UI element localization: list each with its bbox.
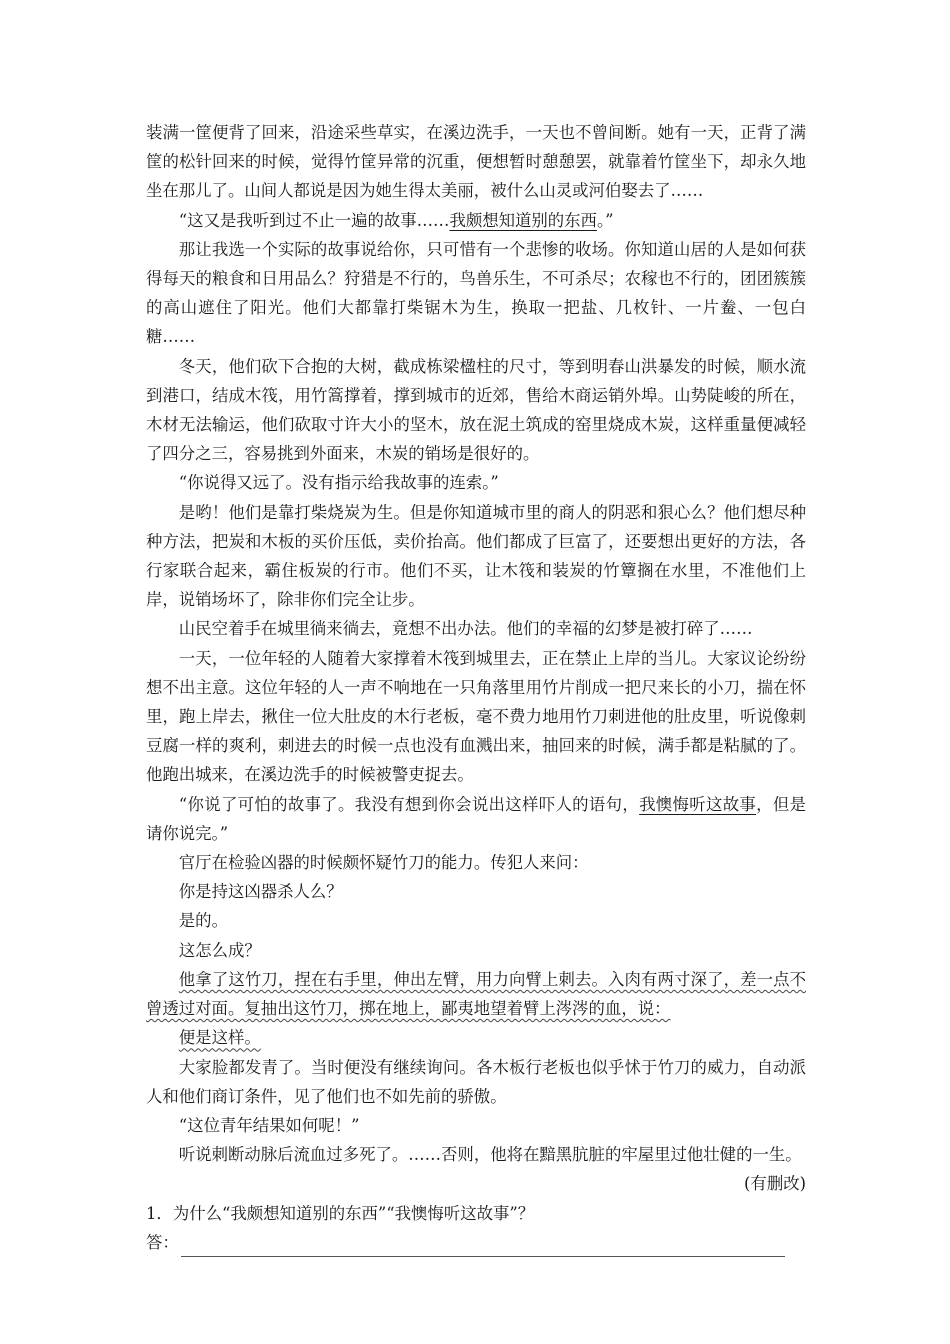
- answer-row: [146, 1228, 806, 1257]
- article-body: [146, 118, 806, 1257]
- wavy-underlined-passage: 他拿了这竹刀，捏在右手里，伸出左臂，用力向臂上刺去。入肉有两寸深了，差一点不曾透过对面。复抽出这竹刀，掷在地上，鄙夷地望着臂上涔涔的血，说：: [146, 969, 806, 1019]
- underlined-phrase: 我颇想知道别的东西: [449, 210, 597, 230]
- source-note: (有删改): [744, 1174, 806, 1194]
- paragraph: 是的。: [178, 911, 228, 931]
- paragraph: 一天，一位年轻的人随着大家撑着木筏到城里去，正在禁止上岸的当儿。大家议论纷纷想不出主意。这位年轻的人一声不响地在一只角落里用竹片削成一把尺来长的小刀，揣在怀里，跑上岸去，揪住一位大肚皮的木行老板，毫不费力地用竹刀刺进他的肚皮里，听说像刺豆腐一样的爽利，刺进去的时候一点也没有血溅出来，抽回来的时候，满手都是粘腻的了。他跑出城来，在溪边洗手的时候被警吏捉去。: [146, 648, 806, 785]
- question-text: 1．为什么“我颇想知道别的东西”“我懊悔听这故事”？: [146, 1203, 535, 1223]
- paragraph: 官厅在检验凶器的时候颇怀疑竹刀的能力。传犯人来问：: [178, 853, 589, 873]
- paragraph: 那让我选一个实际的故事说给你，只可惜有一个悲惨的收场。你知道山居的人是如何获得每天的粮食和日用品么？狩猎是不行的，鸟兽乐生，不可杀尽；农稼也不行的，团团簇簇的高山遮住了阳光。他们大都靠打柴锯木为生，换取一把盐、几枚针、一片鲞、一包白糖……: [146, 239, 806, 347]
- paragraph: “这位青年结果如何呢！”: [178, 1115, 360, 1135]
- paragraph: 装满一筐便背了回来，沿途采些草实，在溪边洗手，一天也不曾间断。她有一天，正背了满筐的松针回来的时候，觉得竹筐异常的沉重，便想暂时憩憩罢，就靠着竹筐坐下，却永久地坐在那儿了。山间人都说是因为她生得太美丽，被什么山灵或河伯娶去了……: [146, 123, 806, 201]
- wavy-underlined-passage: 便是这样。: [178, 1028, 261, 1048]
- paragraph: “你说得又远了。没有指示给我故事的连索。”: [178, 473, 499, 493]
- paragraph: [146, 1023, 806, 1052]
- paragraph: 大家脸都发青了。当时便没有继续询问。各木板行老板也似乎怵于竹刀的威力，自动派人和他们商订条件，见了他们也不如先前的骄傲。: [146, 1057, 806, 1106]
- paragraph: 听说刺断动脉后流血过多死了。……否则，他将在黯黑肮脏的牢屋里过他壮健的一生。: [178, 1145, 802, 1165]
- answer-label: 答：: [146, 1232, 179, 1252]
- paragraph: 冬天，他们砍下合抱的大树，截成栋梁楹柱的尺寸，等到明春山洪暴发的时候，顺水流到港口，结成木筏，用竹篙撑着，撑到城市的近郊，售给木商运销外埠。山势陡峻的所在，木材无法输运，他们砍取寸许大小的坚木，放在泥土筑成的窑里烧成木炭，这样重量便减轻了四分之三，容易挑到外面来，木炭的销场是很好的。: [146, 356, 806, 464]
- paragraph: “你说了可怕的故事了。我没有想到你会说出这样吓人的语句，我懊悔听这故事，但是请你说完。”: [146, 794, 806, 843]
- paragraph: 你是持这凶器杀人么？: [178, 882, 343, 902]
- paragraph: [146, 965, 806, 1023]
- underlined-phrase: 我懊悔听这故事: [639, 794, 757, 814]
- paragraph: “这又是我听到过不止一遍的故事……我颇想知道别的东西。”: [178, 210, 614, 230]
- paragraph: 山民空着手在城里徜来徜去，竟想不出办法。他们的幸福的幻梦是被打碎了……: [178, 619, 753, 639]
- paragraph: 是哟！他们是靠打柴烧炭为生。但是你知道城市里的商人的阴恶和狠心么？他们想尽种种方法，把炭和木板的买价压低，卖价抬高。他们都成了巨富了，还要想出更好的方法，各行家联合起来，霸住板炭的行市。他们不买，让木筏和装炭的竹簟搁在水里，不准他们上岸，说销场坏了，除非你们完全让步。: [146, 502, 806, 610]
- answer-blank-line[interactable]: [181, 1238, 785, 1257]
- paragraph: 这怎么成？: [178, 940, 261, 960]
